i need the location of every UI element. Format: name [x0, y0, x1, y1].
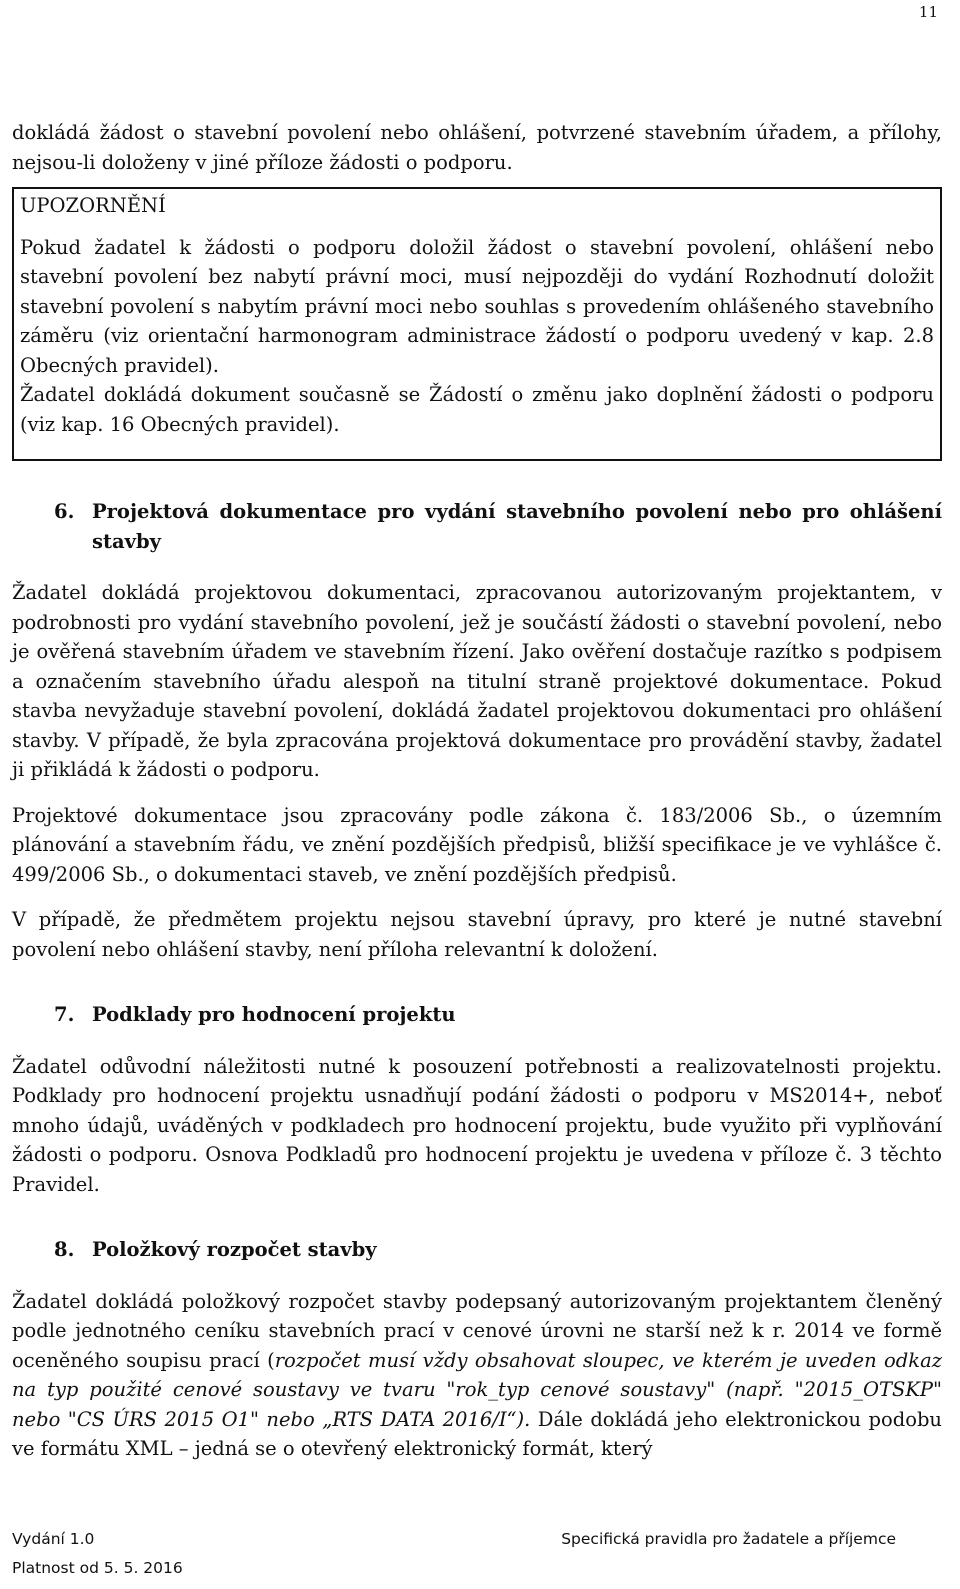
warning-box-paragraph-1: Pokud žadatel k žádosti o podporu doložil žádost o stavební povolení, ohlášení nebo stavební povolení bez nabytí právní moci, musí nejpozději do vydání Rozhodnutí doložit stavební povolení s nabytím právní moci nebo souhlas s provedením ohlášeného stavebního záměru (viz orientační harmonogram administrace žádostí o podporu uvedený v kap. 2.8 Obecných pravidel). — [20, 235, 934, 377]
footer-validity: Platnost od 5. 5. 2016 — [12, 1559, 183, 1577]
section-6-heading — [12, 497, 942, 556]
section-6-number: 6. — [54, 500, 75, 523]
page-number: 11 — [918, 3, 938, 21]
footer-version: Vydání 1.0 — [12, 1530, 95, 1548]
intro-paragraph: dokládá žádost o stavební povolení nebo ohlášení, potvrzené stavebním úřadem, a přílohy, nejsou-li doloženy v jiné příloze žádosti o podporu. — [12, 121, 942, 174]
page-footer — [12, 1525, 896, 1583]
section-7-heading — [12, 1000, 942, 1030]
footer-document-name: Specifická pravidla pro žadatele a příjemce — [561, 1530, 896, 1548]
section-6-title: Projektová dokumentace pro vydání stavebního povolení nebo pro ohlášení stavby — [92, 500, 942, 553]
section-6-paragraph-3: V případě, že předmětem projektu nejsou stavební úpravy, pro které je nutné stavební povolení nebo ohlášení stavby, není příloha relevantní k doložení. — [12, 908, 942, 961]
section-8-heading — [12, 1235, 942, 1265]
section-8-paragraph — [12, 1287, 942, 1464]
section-6-paragraph-1: Žadatel dokládá projektovou dokumentaci, zpracovanou autorizovaným projektantem, v podrobnosti pro vydání stavebního povolení, jež je součástí žádosti o stavební povolení, nebo je ověřená stavebním úřadem ve stavebním řízení. Jako ověření dostačuje razítko s podpisem a označením stavebního úřadu alespoň na titulní straně projektové dokumentace. Pokud stavba nevyžaduje stavební povolení, dokládá žadatel projektovou dokumentaci pro ohlášení stavby. V případě, že byla zpracována projektová dokumentace pro provádění stavby, žadatel ji přikládá k žádosti o podporu. — [12, 581, 942, 781]
section-8-number: 8. — [54, 1238, 75, 1261]
section-8-text-italic: rozpočet musí vždy obsahovat sloupec, ve kterém je uveden odkaz na typ použité cenové soustavy ve tvaru "rok_typ cenové soustavy" (např. "2015_OTSKP" nebo "CS ÚRS 2015 O1" nebo „RTS DATA 2016/I“). — [12, 1348, 942, 1431]
section-7-paragraph-1: Žadatel odůvodní náležitosti nutné k posouzení potřebnosti a realizovatelnosti projektu. Podklady pro hodnocení projektu usnadňují podání žádosti o podporu v MS2014+, neboť mnoho údajů, uváděných v podkladech pro hodnocení projektu, bude využito při vyplňování žádosti o podporu. Osnova Podkladů pro hodnocení projektu je uvedena v příloze č. 3 těchto Pravidel. — [12, 1054, 942, 1196]
section-7-number: 7. — [54, 1003, 75, 1026]
section-8-text-end: Dále dokládá jeho elektronickou podobu ve formátu XML – jedná se o otevřený elektronický formát, který — [12, 1407, 942, 1460]
section-8-title: Položkový rozpočet stavby — [92, 1238, 377, 1261]
warning-box — [12, 187, 942, 461]
page-content — [12, 118, 942, 1464]
section-7-title: Podklady pro hodnocení projektu — [92, 1003, 456, 1026]
section-6-paragraph-2: Projektové dokumentace jsou zpracovány podle zákona č. 183/2006 Sb., o územním plánování a stavebním řádu, ve znění pozdějších předpisů, bližší specifikace je ve vyhlášce č. 499/2006 Sb., o dokumentaci staveb, ve znění pozdějších předpisů. — [12, 803, 942, 886]
section-8-text-start: Žadatel dokládá položkový rozpočet stavby podepsaný autorizovaným projektantem členěný podle jednotného ceníku stavebních prací v cenové úrovni ne starší než k r. 2014 ve formě oceněného soupisu prací ( — [12, 1289, 942, 1372]
warning-box-title: UPOZORNĚNÍ — [20, 194, 166, 217]
warning-box-paragraph-2: Žadatel dokládá dokument současně se Žádostí o změnu jako doplnění žádosti o podporu (viz kap. 16 Obecných pravidel). — [20, 383, 934, 436]
